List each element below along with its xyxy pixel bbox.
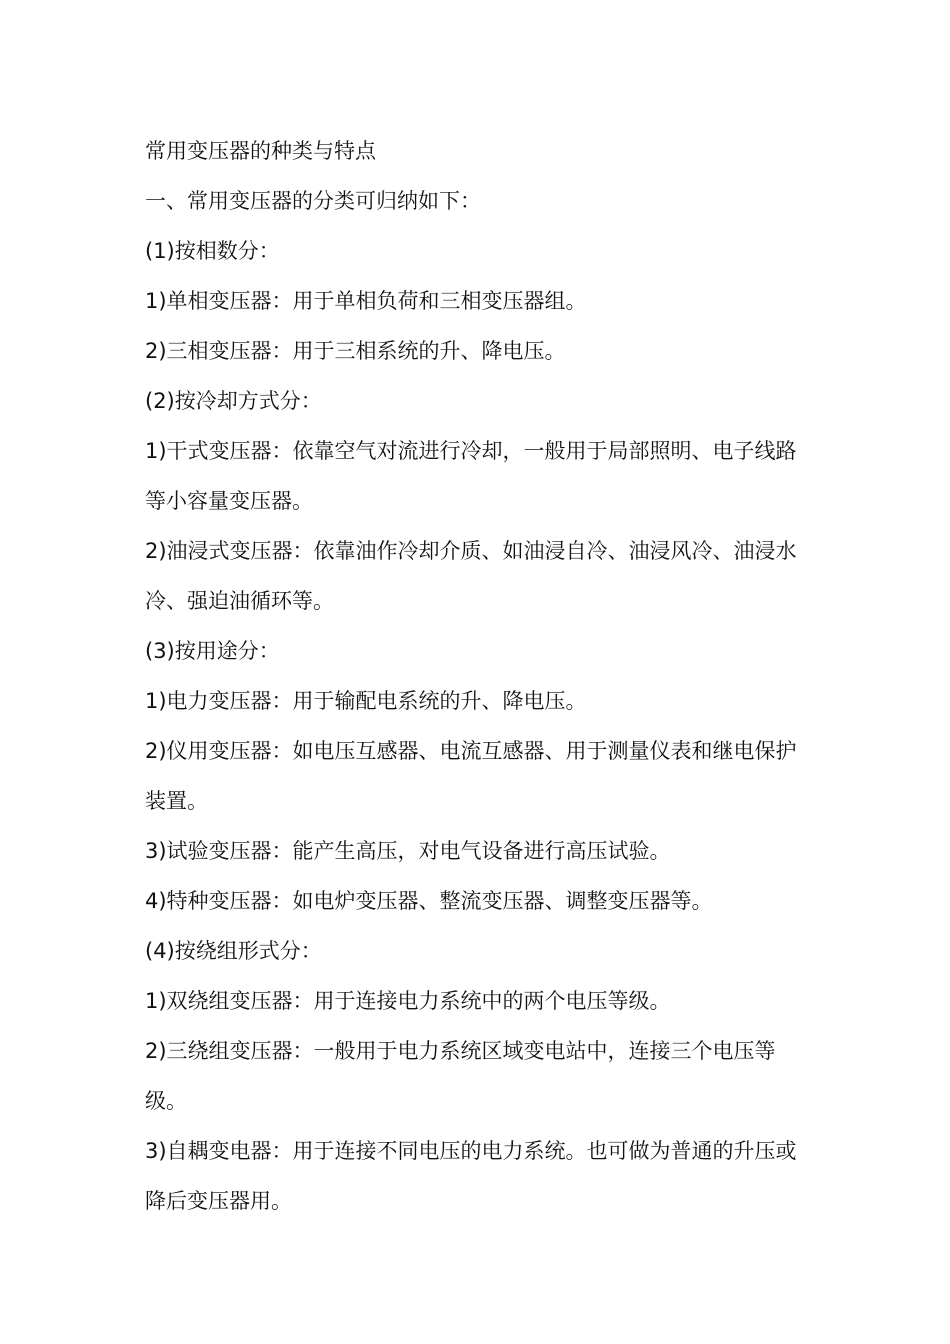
item-test-transformer: 3)试验变压器：能产生高压，对电气设备进行高压试验。	[145, 839, 671, 863]
item-oil-immersed: 2)油浸式变压器：依靠油作冷却介质、如油浸自冷、油浸风冷、油浸水冷、强迫油循环等。	[145, 539, 797, 613]
subheading-by-cooling: (2)按冷却方式分：	[145, 389, 322, 413]
item-instrument-transformer: 2)仪用变压器：如电压互感器、电流互感器、用于测量仪表和继电保护装置。	[145, 739, 797, 813]
item-autotransformer: 3)自耦变电器：用于连接不同电压的电力系统。也可做为普通的升压或降后变压器用。	[145, 1139, 797, 1213]
subheading-by-phase: (1)按相数分：	[145, 239, 280, 263]
document-body	[145, 126, 805, 1226]
item-two-winding: 1)双绕组变压器：用于连接电力系统中的两个电压等级。	[145, 989, 671, 1013]
item-special-transformer: 4)特种变压器：如电炉变压器、整流变压器、调整变压器等。	[145, 889, 713, 913]
item-three-phase: 2)三相变压器：用于三相系统的升、降电压。	[145, 339, 566, 363]
document-title: 常用变压器的种类与特点	[145, 139, 376, 163]
item-power-transformer: 1)电力变压器：用于输配电系统的升、降电压。	[145, 689, 587, 713]
subheading-by-use: (3)按用途分：	[145, 639, 280, 663]
heading-classification: 一、常用变压器的分类可归纳如下：	[145, 189, 481, 213]
item-three-winding: 2)三绕组变压器：一般用于电力系统区域变电站中，连接三个电压等级。	[145, 1039, 776, 1113]
item-single-phase: 1)单相变压器：用于单相负荷和三相变压器组。	[145, 289, 587, 313]
subheading-by-winding: (4)按绕组形式分：	[145, 939, 322, 963]
item-dry-type: 1)干式变压器：依靠空气对流进行冷却，一般用于局部照明、电子线路等小容量变压器。	[145, 439, 797, 513]
